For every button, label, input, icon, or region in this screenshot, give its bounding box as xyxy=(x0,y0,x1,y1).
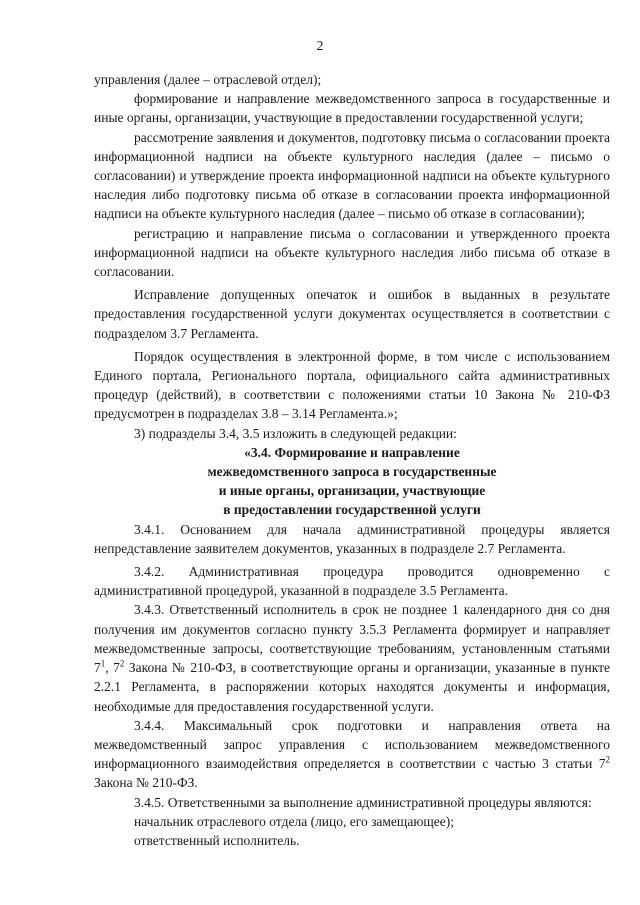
list-item-executor: ответственный исполнитель. xyxy=(134,832,300,848)
paragraph-amendment-intro: 3) подразделы 3.4, 3.5 изложить в следующей редакции: xyxy=(134,425,457,441)
paragraph-department: управления (далее – отраслевой отдел); xyxy=(94,72,322,87)
paragraph-3-4-3 xyxy=(94,600,610,715)
page-number: 2 xyxy=(316,38,324,53)
paragraph-3-4-1: 3.4.1. Основанием для начала административной процедуры является непредставление заявителем документов, указанных в подразделе 2.7 Регламента. xyxy=(94,521,610,556)
list-item-department-head: начальник отраслевого отдела (лицо, его замещающее); xyxy=(134,813,455,829)
p344-superscript: 2 xyxy=(605,754,610,765)
paragraph-corrections: Исправление допущенных опечаток и ошибок в выданных в результате предоставления государственной услуги документах осуществляется в соответствии с подразделом 3.7 Регламента. xyxy=(94,287,610,341)
paragraph-interagency-request: формирование и направление межведомственного запроса в государственные и иные органы, организации, участвующие в предоставлении государственной услуги; xyxy=(94,91,610,126)
paragraph-3-4-4 xyxy=(94,716,610,793)
p344-text-a: 3.4.4. Максимальный срок подготовки и направления ответа на межведомственный запрос управления с использованием межведомственного информационного взаимодействия определяется в соответствии с частью 3 статьи 7 xyxy=(94,717,610,772)
heading-line-2: межведомственного запроса в государственные xyxy=(207,464,497,480)
paragraph-review-application: рассмотрение заявления и документов, подготовку письма о согласовании проекта информационной надписи на объекте культурного наследия (далее – письмо о согласовании) и утверждение проекта информационной надписи на объекте культурного наследия либо подготовку письма об отказе в согласовании проекта информационной надписи на объекте культурного наследия (далее – письмо об отказе в согласовании); xyxy=(94,129,610,222)
heading-line-3: и иные органы, организации, участвующие xyxy=(218,483,486,499)
heading-line-1: «3.4. Формирование и направление xyxy=(244,444,460,460)
p343-superscript-1: 1 xyxy=(100,658,106,669)
paragraph-3-4-2: 3.4.2. Административная процедура проводится одновременно с административной процедурой, указанной в подразделе 3.5 Регламента. xyxy=(94,564,610,599)
document-body xyxy=(94,70,610,850)
p343-text-a: 3.4.3. Ответственный исполнитель в срок не позднее 1 календарного дня со дня получения им документов согласно пункту 3.5.3 Регламента формирует и направляет межведомственные запросы, соответствующие требованиям, установленным статьями 7 xyxy=(94,602,610,676)
p343-text-b: , 7 xyxy=(105,660,120,676)
heading-line-4: в предоставлении государственной услуги xyxy=(223,502,481,518)
section-heading xyxy=(94,443,610,520)
paragraph-electronic-form: Порядок осуществления в электронной форме, в том числе с использованием Единого портала, Регионального портала, официального сайта административных процедур (действий), в соответствии с положениями статьи 10 Закона № 210-ФЗ предусмотрен в подразделах 3.8 – 3.14 Регламента.»; xyxy=(94,348,610,422)
paragraph-registration: регистрацию и направление письма о согласовании и утвержденного проекта информационной надписи на объекте культурного наследия либо письма об отказе в согласовании. xyxy=(94,225,610,280)
paragraph-3-4-5: 3.4.5. Ответственными за выполнение административной процедуры являются: xyxy=(134,794,592,810)
p343-text-c: Закона № 210-ФЗ, в соответствующие органы и организации, указанные в пункте 2.2.1 Регламента, в распоряжении которых находятся документы и информация, необходимые для предоставления государственной услуги. xyxy=(94,660,610,714)
p344-text-b: Закона № 210-ФЗ. xyxy=(94,775,198,791)
p343-superscript-2: 2 xyxy=(119,658,125,669)
